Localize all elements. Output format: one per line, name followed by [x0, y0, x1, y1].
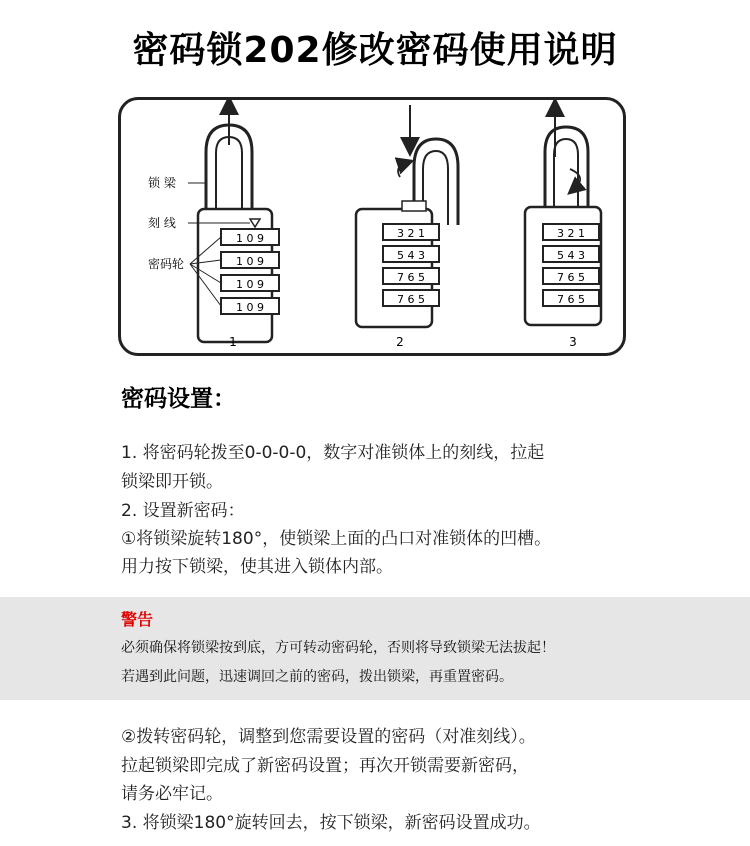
lock-diagram-svg [118, 97, 626, 356]
dial-digits: 5 4 3 [557, 249, 585, 262]
dial-digits: 3 2 1 [557, 227, 585, 240]
warning-panel [0, 597, 750, 700]
dial-digits: 1 0 9 [236, 278, 264, 291]
lock-2 [356, 105, 458, 349]
instruction-line: 拉起锁梁即完成了新密码设置；再次开锁需要新密码， [121, 756, 529, 776]
lock-diagram [118, 97, 626, 356]
instruction-line: 3. 将锁梁180°旋转回去，按下锁梁，新密码设置成功。 [121, 813, 541, 833]
dial-digits: 7 6 5 [557, 271, 585, 284]
instruction-line: 用力按下锁梁，使其进入锁体内部。 [121, 557, 393, 577]
step-number-2: 2 [396, 335, 404, 349]
dial-digits: 7 6 5 [397, 293, 425, 306]
instruction-line: 锁梁即开锁。 [121, 472, 223, 492]
lock-3 [525, 107, 601, 349]
dial-digits: 7 6 5 [557, 293, 585, 306]
dial-digits: 1 0 9 [236, 255, 264, 268]
page-title: 密码锁202修改密码使用说明 [132, 30, 618, 71]
section-heading: 密码设置： [121, 386, 236, 412]
dial-digits: 1 0 9 [236, 301, 264, 314]
dial-digits: 3 2 1 [397, 227, 425, 240]
label-shackle: 锁 梁 [148, 176, 176, 190]
instruction-line: ①将锁梁旋转180°，使锁梁上面的凸口对准锁体的凹槽。 [121, 529, 552, 549]
step-number-3: 3 [569, 335, 577, 349]
dial-digits: 5 4 3 [397, 249, 425, 262]
rotate-arrow-icon [398, 163, 406, 177]
lock-1 [148, 105, 279, 349]
label-dial: 密码轮 [148, 257, 185, 271]
warning-line: 若遇到此问题，迅速调回之前的密码，拨出锁梁，再重置密码。 [121, 669, 513, 685]
warning-title: 警告 [121, 610, 154, 629]
dial-digits: 7 6 5 [397, 271, 425, 284]
step-number-1: 1 [229, 335, 237, 349]
instruction-line: 请务必牢记。 [121, 784, 223, 804]
instruction-line: 1. 将密码轮拨至0-0-0-0，数字对准锁体上的刻线，拉起 [121, 443, 545, 463]
label-mark-line: 刻 线 [148, 216, 176, 230]
instruction-line: 2. 设置新密码： [121, 501, 245, 521]
instruction-line: ②拨转密码轮，调整到您需要设置的密码（对准刻线）。 [121, 727, 536, 747]
warning-line: 必须确保将锁梁按到底，方可转动密码轮，否则将导致锁梁无法拔起！ [121, 640, 555, 656]
dial-digits: 1 0 9 [236, 232, 264, 245]
